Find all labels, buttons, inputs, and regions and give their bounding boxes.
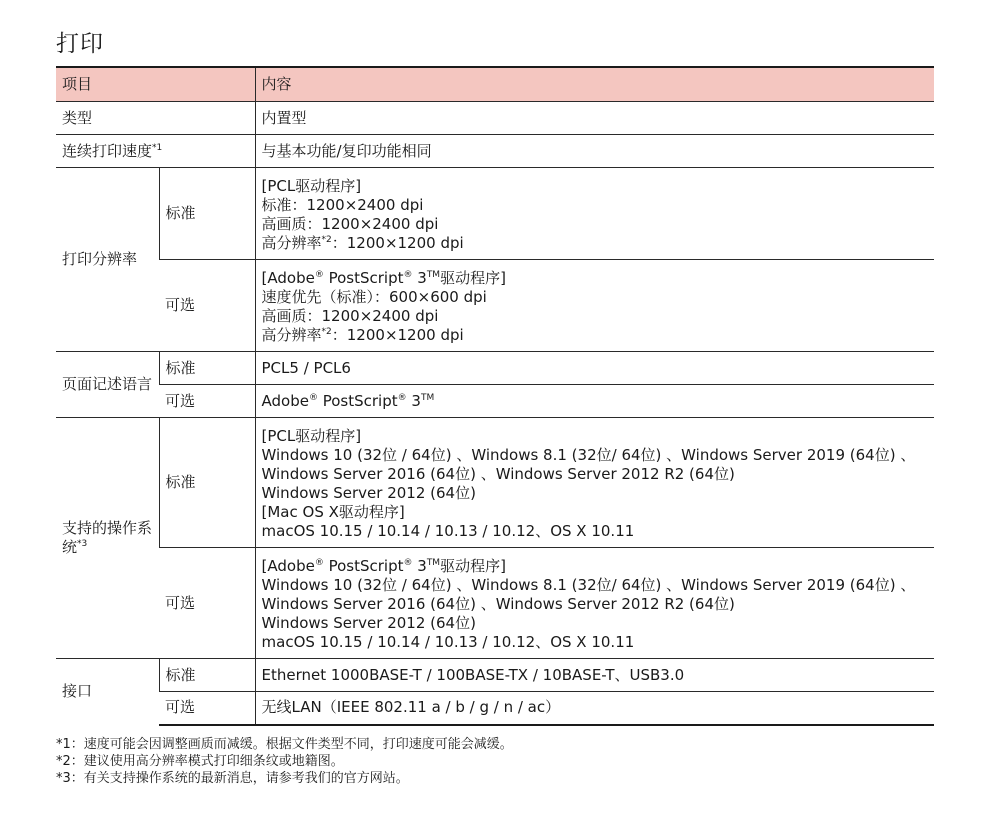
pdl-label: 页面记述语言 — [56, 352, 159, 418]
row-resolution-standard — [56, 168, 934, 260]
row-speed — [56, 135, 934, 168]
page-title: 打印 — [56, 31, 104, 57]
type-value: 内置型 — [255, 102, 934, 135]
os-standard-value: [PCL驱动程序] Windows 10 (32位 / 64位) 、Windows 8.1 (32位/ 64位) 、Windows Server 2019 (64位) 、 Windows Server 2016 (64位) 、Windows Server 2012 R2 (64位) Windows Server 2012 (64位) [Mac OS X驱动程序] macOS 10.15 / 10.14 / 10.13 / 10.12、OS X 10.11 — [255, 418, 934, 548]
footnote-2: *2：建议使用高分辨率模式打印细条纹或地籍图。 — [56, 754, 344, 769]
os-label: 支持的操作系统$^{*3}$ — [56, 418, 159, 659]
footnote-3: *3：有关支持操作系统的最新消息，请参考我们的官方网站。 — [56, 771, 409, 786]
row-resolution-optional — [56, 260, 934, 352]
footnote-1: *1：速度可能会因调整画质而减缓。根据文件类型不同，打印速度可能会减缓。 — [56, 737, 513, 752]
row-type — [56, 102, 934, 135]
pdl-standard-label: 标准 — [159, 352, 255, 385]
os-standard-label: 标准 — [159, 418, 255, 548]
os-optional-value: [Adobe® PostScript® 3™驱动程序] Windows 10 (32位 / 64位) 、Windows 8.1 (32位/ 64位) 、Windows Server 2019 (64位) 、 Windows Server 2016 (64位) 、Windows Server 2012 R2 (64位) Windows Server 2012 (64位) macOS 10.15 / 10.14 / 10.13 / 10.12、OS X 10.11 — [255, 548, 934, 659]
pdl-optional-value: Adobe® PostScript® 3™ — [255, 385, 934, 418]
header-item: 项目 — [56, 67, 255, 102]
interface-optional-value: 无线LAN（IEEE 802.11 a / b / g / n / ac） — [255, 692, 934, 725]
interface-standard-label: 标准 — [159, 659, 255, 692]
row-interface-optional — [56, 692, 934, 725]
type-label: 类型 — [56, 102, 255, 135]
row-interface-standard — [56, 659, 934, 692]
interface-optional-label: 可选 — [159, 692, 255, 725]
row-os-standard — [56, 418, 934, 548]
speed-value: 与基本功能/复印功能相同 — [255, 135, 934, 168]
footnote-ref: *1 — [152, 142, 163, 153]
speed-label: 连续打印速度$^{*1}$ — [56, 135, 255, 168]
footnote-ref: *3 — [77, 539, 88, 549]
resolution-standard-value: [PCL驱动程序] 标准：1200×2400 dpi 高画质：1200×2400 dpi 高分辨率$^{*2}$：1200×1200 dpi — [255, 168, 934, 260]
pdl-optional-label: 可选 — [159, 385, 255, 418]
resolution-optional-label: 可选 — [159, 260, 255, 352]
row-pdl-optional — [56, 385, 934, 418]
table-header-row — [56, 67, 934, 102]
row-os-optional — [56, 548, 934, 659]
footnotes — [56, 736, 513, 787]
resolution-optional-value: [Adobe® PostScript® 3™驱动程序] 速度优先（标准）：600×600 dpi 高画质：1200×2400 dpi 高分辨率$^{*2}$：1200×1200 dpi — [255, 260, 934, 352]
interface-label: 接口 — [56, 659, 159, 725]
header-content: 内容 — [255, 67, 934, 102]
os-optional-label: 可选 — [159, 548, 255, 659]
row-pdl-standard — [56, 352, 934, 385]
spec-table — [56, 66, 934, 726]
resolution-standard-label: 标准 — [159, 168, 255, 260]
interface-standard-value: Ethernet 1000BASE-T / 100BASE-TX / 10BASE-T、USB3.0 — [255, 659, 934, 692]
resolution-label: 打印分辨率 — [56, 168, 159, 352]
pdl-standard-value: PCL5 / PCL6 — [255, 352, 934, 385]
